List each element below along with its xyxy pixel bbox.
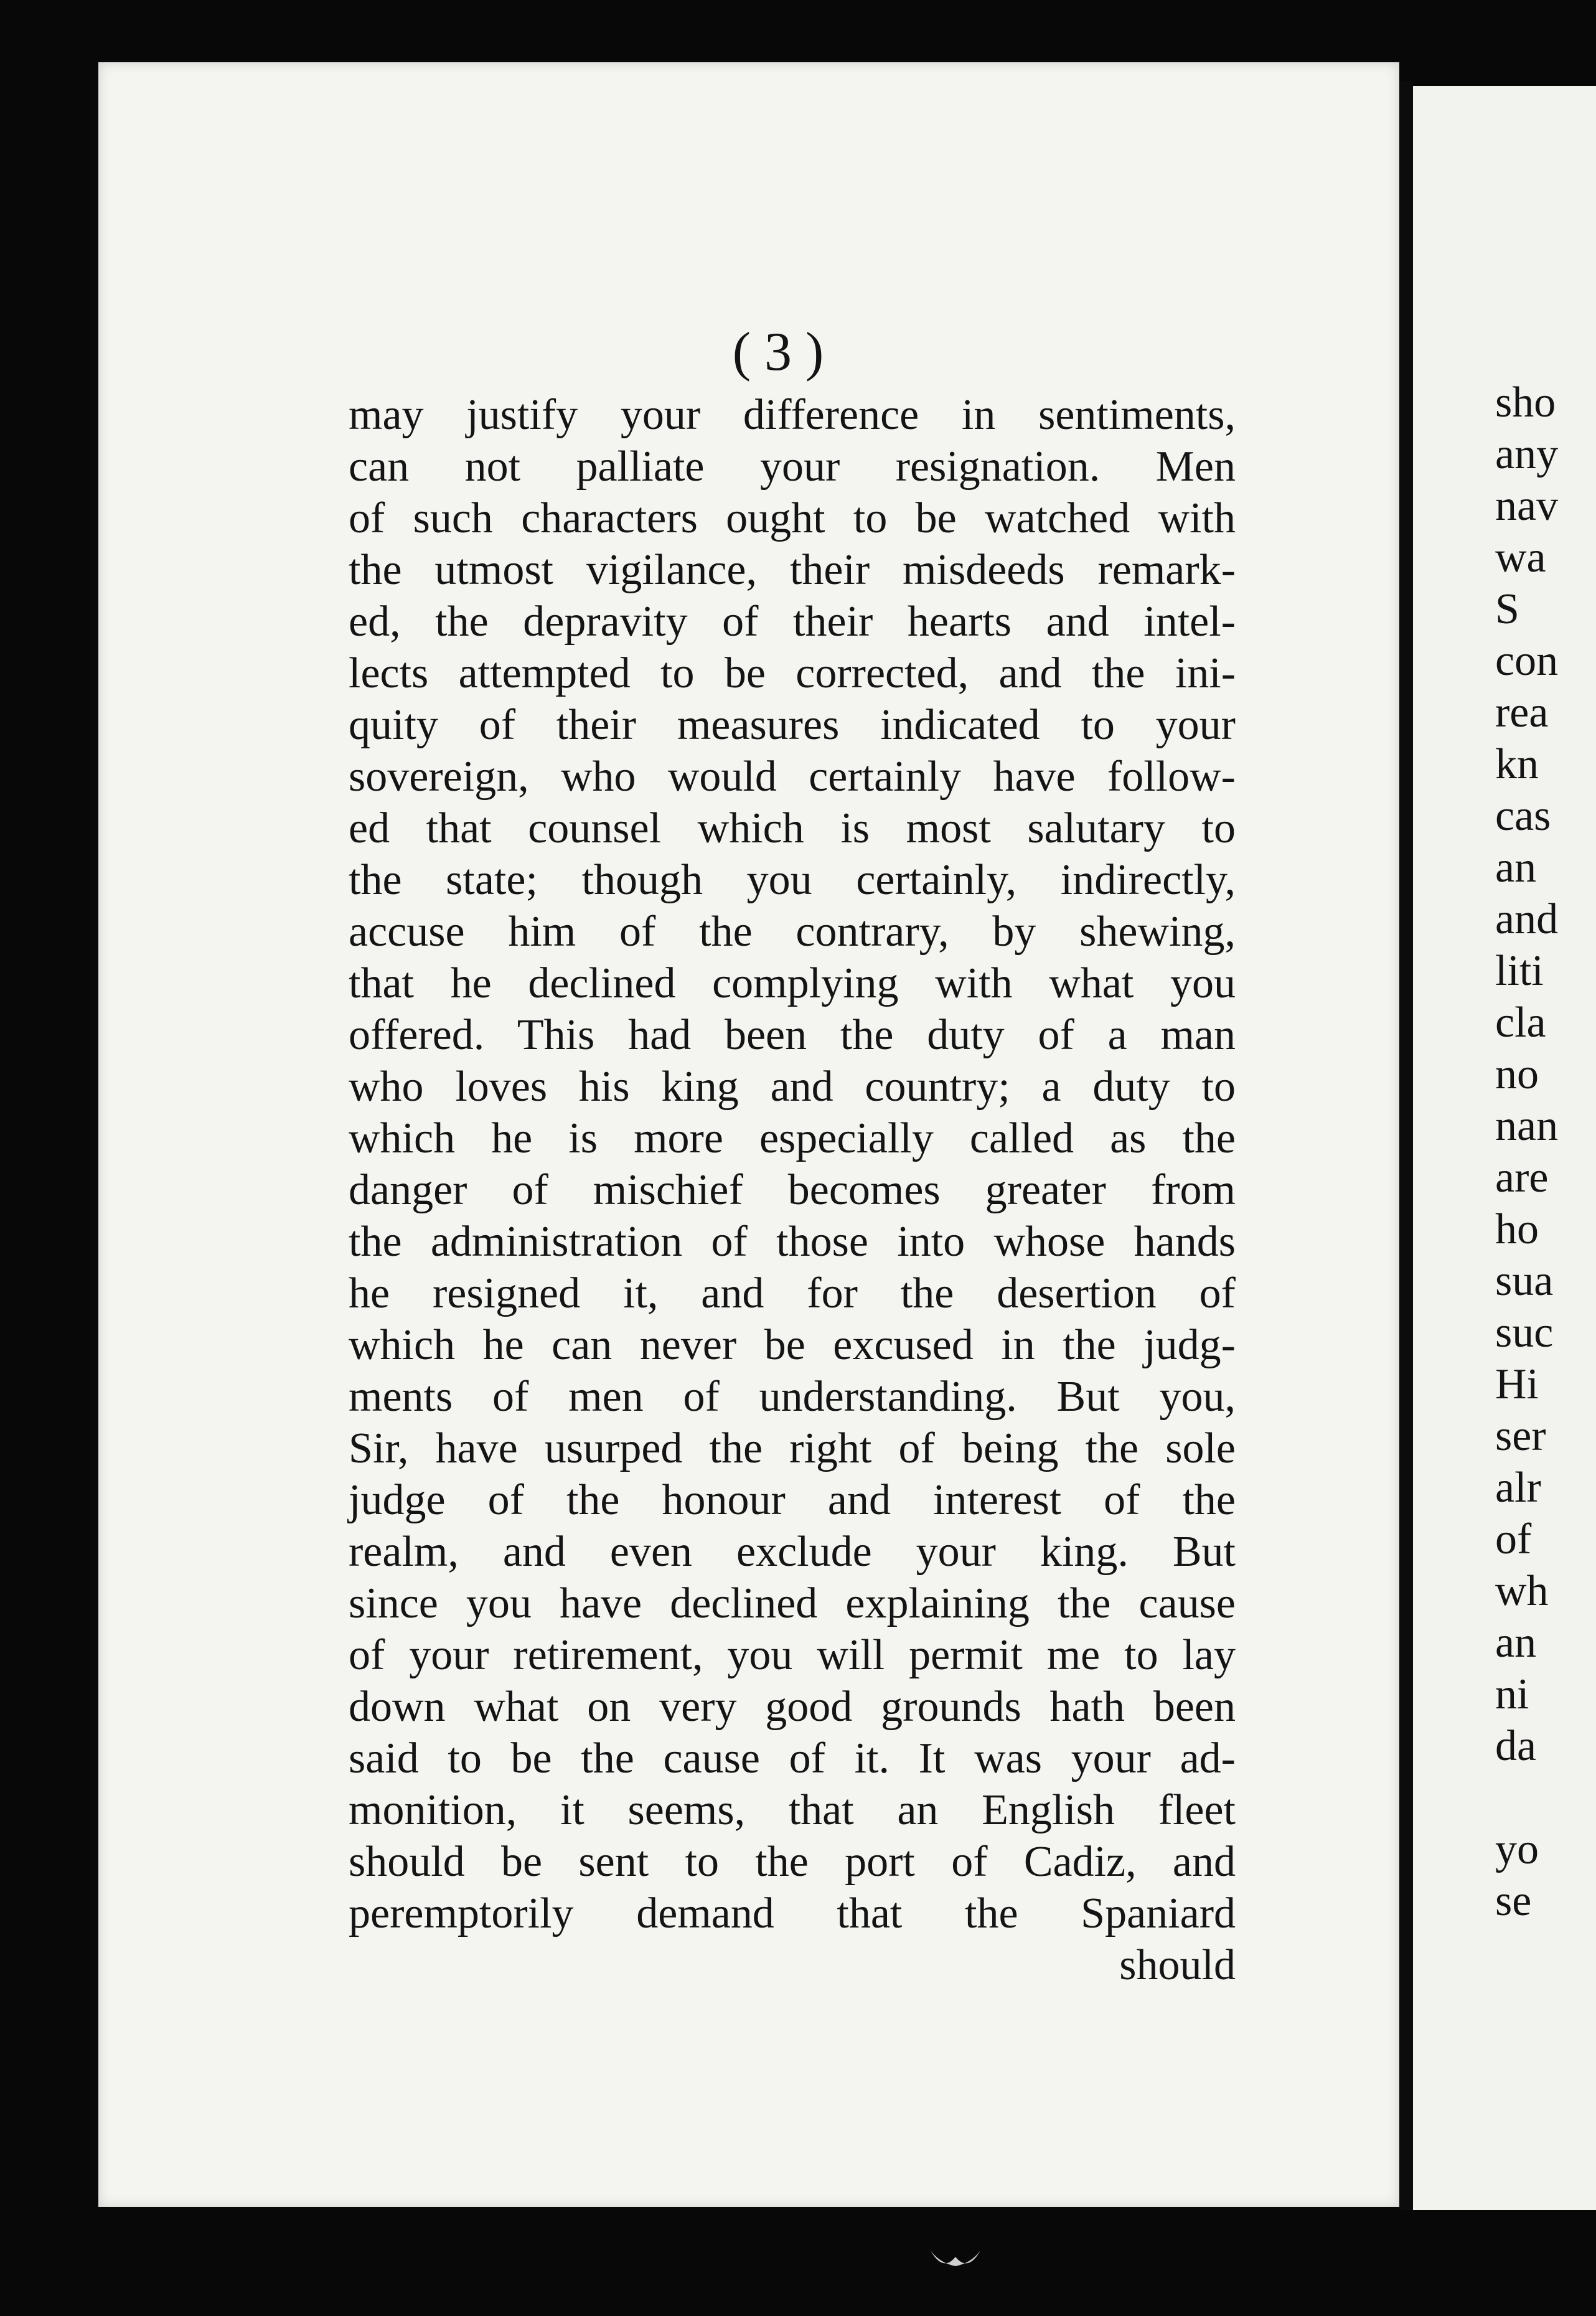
text-line: judge of the honour and interest of the [349, 1476, 1236, 1524]
text-line: down what on very good grounds hath been [349, 1683, 1236, 1731]
text-line: monition, it seems, that an English fleet [349, 1786, 1236, 1834]
text-line: since you have declined explaining the cause [349, 1579, 1236, 1627]
text-line: realm, and even exclude your king. But [349, 1528, 1236, 1576]
text-line: the administration of those into whose hands [349, 1218, 1236, 1266]
facing-text-fragment: no [1495, 1050, 1539, 1098]
text-line: of such characters ought to be watched with [349, 494, 1236, 542]
facing-text-fragment: sua [1495, 1257, 1554, 1305]
text-line: he resigned it, and for the desertion of [349, 1269, 1236, 1317]
text-line: of your retirement, you will permit me to lay [349, 1631, 1236, 1679]
text-line: can not palliate your resignation. Men [349, 443, 1236, 491]
facing-text-fragment: an [1495, 844, 1537, 892]
text-line: ed that counsel which is most salutary to [349, 804, 1236, 852]
facing-text-fragment: ho [1495, 1205, 1539, 1253]
facing-text-fragment: alr [1495, 1464, 1541, 1512]
facing-text-fragment: of [1495, 1515, 1532, 1563]
facing-text-fragment: se [1495, 1877, 1532, 1925]
facing-text-fragment: wa [1495, 534, 1546, 581]
text-line: accuse him of the contrary, by shewing, [349, 908, 1236, 956]
facing-text-fragment [1495, 1772, 1596, 1824]
text-line: peremptorily demand that the Spaniard [349, 1890, 1236, 1937]
facing-text-fragment: sho [1495, 379, 1556, 426]
text-line: may justify your difference in sentiments, [349, 391, 1236, 439]
facing-text-fragment: S [1495, 585, 1519, 633]
facing-page-text-fragments [1495, 377, 1596, 1927]
text-line: which he can never be excused in the judg- [349, 1321, 1236, 1369]
text-line: the utmost vigilance, their misdeeds remark- [349, 546, 1236, 594]
text-line: offered. This had been the duty of a man [349, 1011, 1236, 1059]
text-line: which he is more especially called as the [349, 1114, 1236, 1162]
text-line: Sir, have usurped the right of being the sole [349, 1424, 1236, 1472]
facing-text-fragment: con [1495, 637, 1559, 685]
facing-text-fragment: suc [1495, 1309, 1554, 1357]
text-line: sovereign, who would certainly have follow- [349, 753, 1236, 801]
facing-text-fragment: ni [1495, 1670, 1529, 1718]
facing-text-fragment: liti [1495, 947, 1544, 995]
facing-text-fragment: da [1495, 1722, 1537, 1770]
facing-text-fragment: cla [1495, 999, 1546, 1047]
facing-text-fragment: cas [1495, 792, 1551, 840]
facing-text-fragment: nav [1495, 482, 1559, 530]
facing-text-fragment: wh [1495, 1567, 1549, 1615]
text-line: lects attempted to be corrected, and the ini- [349, 649, 1236, 697]
facing-text-fragment: Hi [1495, 1360, 1539, 1408]
facing-text-fragment: and [1495, 895, 1559, 943]
text-line: ments of men of understanding. But you, [349, 1373, 1236, 1421]
facing-text-fragment: any [1495, 430, 1559, 478]
facing-text-fragment: nan [1495, 1102, 1559, 1150]
page-number: ( 3 ) [732, 322, 824, 382]
facing-text-fragment: kn [1495, 740, 1539, 788]
text-line: danger of mischief becomes greater from [349, 1166, 1236, 1214]
catchword: should [1119, 1941, 1236, 1989]
facing-text-fragment: are [1495, 1154, 1549, 1202]
page-body-text [349, 389, 1236, 1991]
page-gutter-shadow [1399, 81, 1413, 2210]
facing-text-fragment: ser [1495, 1412, 1546, 1460]
text-line: who loves his king and country; a duty to [349, 1063, 1236, 1111]
text-line: quity of their measures indicated to your [349, 701, 1236, 749]
text-line: should be sent to the port of Cadiz, and [349, 1838, 1236, 1886]
text-line: the state; though you certainly, indirectly, [349, 856, 1236, 904]
text-line: ed, the depravity of their hearts and intel- [349, 598, 1236, 646]
facing-text-fragment: an [1495, 1619, 1537, 1667]
facing-text-fragment: rea [1495, 689, 1549, 737]
text-line: that he declined complying with what you [349, 959, 1236, 1007]
binding-ornament-icon [927, 2244, 983, 2276]
text-line: said to be the cause of it. It was your ad- [349, 1735, 1236, 1782]
facing-text-fragment: yo [1495, 1825, 1539, 1873]
